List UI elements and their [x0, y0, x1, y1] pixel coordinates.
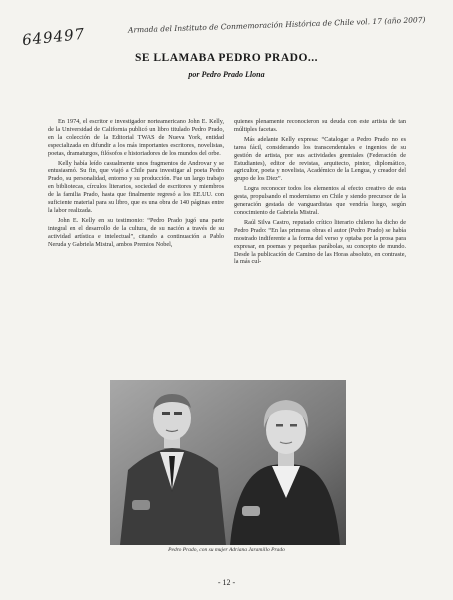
photo-caption: Pedro Prado, con su mujer Adriana Jaramillo Prado [168, 547, 285, 553]
handwritten-catalog-number: 649497 [21, 24, 87, 50]
paragraph: Más adelante Kelly expresa: “Catalogar a Pedro Prado no es tarea fácil, considerando los transcendentales e ingenios de su gestión de artista, por sus actividades gremiales (Federación de Estudiantes), editor de revistas, arquitecto, pintor, diplomático, agricultor, poeta y novelista, Académico de la Lengua, y creador del grupo de los Diez”. [234, 135, 406, 183]
portrait-photo [110, 380, 346, 545]
page-number: - 12 - [217, 578, 236, 587]
article-title: SE LLAMABA PEDRO PRADO... [134, 52, 319, 64]
left-text-column [48, 118, 224, 251]
right-text-column [234, 118, 406, 268]
article-byline: por Pedro Prado Llona [188, 70, 265, 79]
paragraph: Kelly había leído casualmente unos fragmentos de Androvar y se entusiasmó. Su fin, que viajó a Chile para investigar al poeta Pedro Prado, su personalidad, entorno y su producción. Fue un largo trabajo en bibliotecas, círculos literarios, sociedad de escritores y miembros de la familia Prado, hasta que finalmente regresó a los EE.UU. con suficiente material para su libro, que es una obra de 140 páginas entre la labor realizada. [48, 159, 224, 214]
paragraph: John E. Kelly en su testimonio: “Pedro Prado jugó una parte integral en el desarrollo de la cultura, de su nación a través de su actividad artística e intelectual”, citando a continuación a Pablo Neruda y Gabriela Mistral, ambos Premios Nobel, [48, 216, 224, 248]
paragraph: quienes plenamente reconocieron su deuda con este artista de tan múltiples facetas. [234, 118, 406, 133]
paragraph: Raúl Silva Castro, reputado crítico literario chileno ha dicho de Pedro Prado: “En las primeras obras el autor (Pedro Prado) se había mostrado indiferente a la forma del verso y optaba por la prosa para expresar, en poemas y pequeñas parábolas, su concepto de mundo. Desde la publicación de Camino de las Horas absoluto, en contraste, la más cul- [234, 218, 406, 266]
handwritten-source-note: Armada del Instituto de Conmemoración Histórica de Chile vol. 17 (año 2007) [127, 15, 426, 35]
paragraph: Logra reconocer todos los elementos al efecto creativo de esta gesta, propulsando el modernismo en Chile y siendo precursor de la generación gestada de vanguardistas que vendría luego, según conocimiento de Gabriela Mistral. [234, 185, 406, 216]
paragraph: En 1974, el escritor e investigador norteamericano John E. Kelly, de la Universidad de California publicó un libro titulado Pedro Prado, en la colección de la Editorial TWAS de Nueva York, entidad especializada en difundir a los más importantes escritores, novelistas, poetas, dramaturgos, filósofos e historiadores de los mundos del orbe. [48, 118, 224, 157]
photo-illustration [110, 380, 346, 545]
